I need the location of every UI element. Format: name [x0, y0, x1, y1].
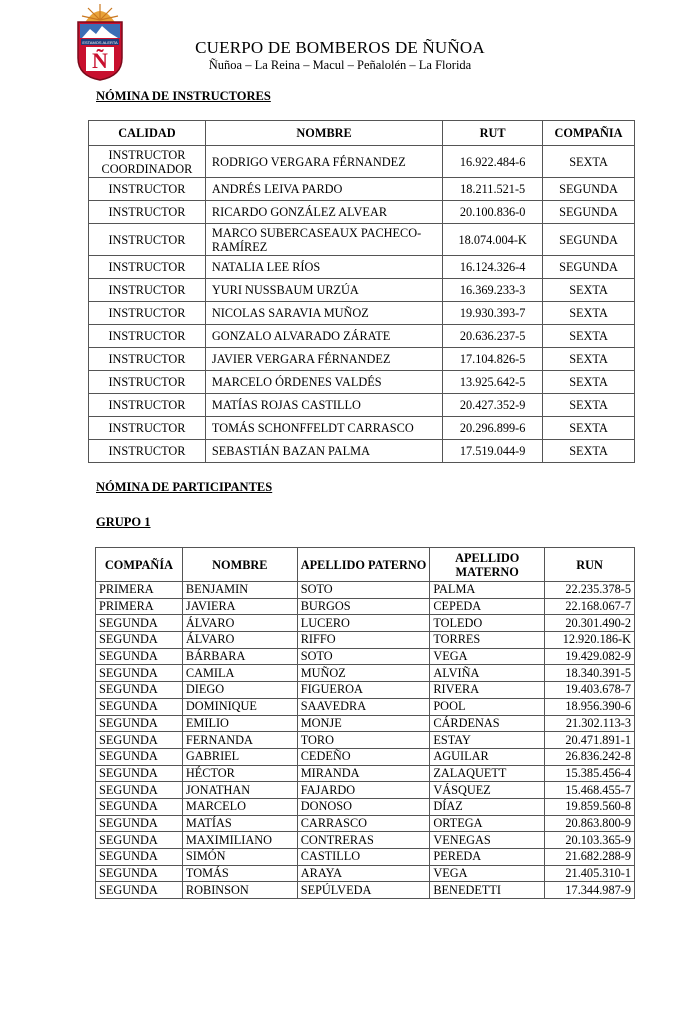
column-header-nombre: NOMBRE [205, 121, 442, 146]
table-row [96, 782, 635, 799]
cell-compania: SEGUNDA [543, 256, 635, 279]
column-header-rut: RUT [443, 121, 543, 146]
cell-compania: SEXTA [543, 440, 635, 463]
cell-apellido-materno: VEGA [430, 648, 545, 665]
table-row [89, 325, 635, 348]
cell-run: 12.920.186-K [545, 632, 635, 649]
cell-apellido-materno: ORTEGA [430, 815, 545, 832]
table-row [96, 682, 635, 699]
table-header-row [96, 548, 635, 582]
cell-apellido-paterno: SOTO [297, 582, 430, 599]
table-row [89, 279, 635, 302]
cell-apellido-materno: ALVIÑA [430, 665, 545, 682]
cell-compania: SEGUNDA [96, 815, 183, 832]
cell-nombre: BÁRBARA [182, 648, 297, 665]
cell-compania: SEGUNDA [96, 832, 183, 849]
cell-calidad: INSTRUCTOR [89, 201, 206, 224]
column-header-compania: COMPAÑÍA [96, 548, 183, 582]
table-row [96, 665, 635, 682]
cell-nombre: BENJAMIN [182, 582, 297, 599]
cell-run: 20.863.800-9 [545, 815, 635, 832]
cell-nombre: JONATHAN [182, 782, 297, 799]
cell-calidad: INSTRUCTOR COORDINADOR [89, 146, 206, 178]
table-row [96, 732, 635, 749]
participants-table-body [96, 582, 635, 899]
cell-apellido-materno: VENEGAS [430, 832, 545, 849]
cell-nombre: NICOLAS SARAVIA MUÑOZ [205, 302, 442, 325]
cell-compania: SEXTA [543, 302, 635, 325]
cell-nombre: RODRIGO VERGARA FÉRNANDEZ [205, 146, 442, 178]
table-row [89, 146, 635, 178]
cell-calidad: INSTRUCTOR [89, 417, 206, 440]
cell-nombre: GONZALO ALVARADO ZÁRATE [205, 325, 442, 348]
column-header-calidad: CALIDAD [89, 121, 206, 146]
table-row [89, 371, 635, 394]
cell-apellido-paterno: BURGOS [297, 598, 430, 615]
cell-compania: SEGUNDA [96, 665, 183, 682]
cell-nombre: MATÍAS ROJAS CASTILLO [205, 394, 442, 417]
table-header-row [89, 121, 635, 146]
table-row [89, 224, 635, 256]
cell-compania: SEXTA [543, 394, 635, 417]
cell-compania: SEGUNDA [543, 178, 635, 201]
cell-nombre: ANDRÉS LEIVA PARDO [205, 178, 442, 201]
table-row [96, 582, 635, 599]
cell-calidad: INSTRUCTOR [89, 371, 206, 394]
cell-nombre: ROBINSON [182, 882, 297, 899]
cell-run: 19.429.082-9 [545, 648, 635, 665]
cell-run: 17.344.987-9 [545, 882, 635, 899]
table-row [89, 417, 635, 440]
cell-apellido-paterno: RIFFO [297, 632, 430, 649]
table-row [96, 798, 635, 815]
cell-rut: 16.922.484-6 [443, 146, 543, 178]
cell-apellido-paterno: MUÑOZ [297, 665, 430, 682]
cell-apellido-paterno: SOTO [297, 648, 430, 665]
cell-apellido-materno: RIVERA [430, 682, 545, 699]
cell-run: 26.836.242-8 [545, 748, 635, 765]
column-header-nombre: NOMBRE [182, 548, 297, 582]
cell-compania: SEGUNDA [96, 632, 183, 649]
cell-apellido-paterno: FAJARDO [297, 782, 430, 799]
cell-nombre: RICARDO GONZÁLEZ ALVEAR [205, 201, 442, 224]
cell-rut: 20.636.237-5 [443, 325, 543, 348]
cell-nombre: MARCO SUBERCASEAUX PACHECO-RAMÍREZ [205, 224, 442, 256]
cell-nombre: EMILIO [182, 715, 297, 732]
cell-apellido-materno: POOL [430, 698, 545, 715]
table-row [89, 201, 635, 224]
instructors-table-body [89, 146, 635, 463]
table-row [89, 256, 635, 279]
cell-run: 21.302.113-3 [545, 715, 635, 732]
cell-compania: SEGUNDA [96, 615, 183, 632]
cell-nombre: MARCELO [182, 798, 297, 815]
cell-compania: SEXTA [543, 325, 635, 348]
instructors-heading: NÓMINA DE INSTRUCTORES [96, 89, 271, 103]
cell-apellido-paterno: LUCERO [297, 615, 430, 632]
cell-run: 18.340.391-5 [545, 665, 635, 682]
participants-table [95, 547, 635, 899]
cell-compania: SEXTA [543, 371, 635, 394]
cell-rut: 20.100.836-0 [443, 201, 543, 224]
cell-run: 20.471.891-1 [545, 732, 635, 749]
cell-nombre: GABRIEL [182, 748, 297, 765]
cell-apellido-materno: ESTAY [430, 732, 545, 749]
cell-apellido-paterno: CONTRERAS [297, 832, 430, 849]
cell-run: 15.385.456-4 [545, 765, 635, 782]
cell-compania: SEGUNDA [96, 748, 183, 765]
cell-rut: 17.104.826-5 [443, 348, 543, 371]
cell-rut: 16.369.233-3 [443, 279, 543, 302]
cell-rut: 20.296.899-6 [443, 417, 543, 440]
cell-calidad: INSTRUCTOR [89, 394, 206, 417]
cell-apellido-materno: VÁSQUEZ [430, 782, 545, 799]
cell-calidad: INSTRUCTOR [89, 302, 206, 325]
cell-calidad: INSTRUCTOR [89, 256, 206, 279]
cell-compania: SEGUNDA [96, 648, 183, 665]
table-row [89, 440, 635, 463]
table-row [96, 865, 635, 882]
cell-compania: SEXTA [543, 348, 635, 371]
table-row [96, 615, 635, 632]
cell-rut: 17.519.044-9 [443, 440, 543, 463]
cell-apellido-paterno: CEDEÑO [297, 748, 430, 765]
cell-compania: SEGUNDA [96, 849, 183, 866]
cell-nombre: YURI NUSSBAUM URZÚA [205, 279, 442, 302]
cell-calidad: INSTRUCTOR [89, 325, 206, 348]
cell-compania: SEGUNDA [96, 715, 183, 732]
cell-nombre: ÁLVARO [182, 632, 297, 649]
table-row [96, 748, 635, 765]
crest-letter: Ñ [92, 48, 108, 73]
cell-compania: SEXTA [543, 417, 635, 440]
cell-calidad: INSTRUCTOR [89, 440, 206, 463]
cell-apellido-paterno: MIRANDA [297, 765, 430, 782]
cell-apellido-paterno: DONOSO [297, 798, 430, 815]
cell-calidad: INSTRUCTOR [89, 279, 206, 302]
cell-apellido-paterno: TORO [297, 732, 430, 749]
crest-sun-icon [82, 4, 118, 24]
cell-compania: SEGUNDA [96, 798, 183, 815]
cell-compania: SEGUNDA [96, 865, 183, 882]
cell-compania: SEGUNDA [96, 765, 183, 782]
crest-motto-text: ESTAMOS ALERTA [82, 39, 118, 45]
column-header-apellido-materno: APELLIDO MATERNO [430, 548, 545, 582]
cell-apellido-materno: DÍAZ [430, 798, 545, 815]
cell-apellido-paterno: SEPÚLVEDA [297, 882, 430, 899]
cell-rut: 13.925.642-5 [443, 371, 543, 394]
cell-compania: SEGUNDA [96, 698, 183, 715]
cell-calidad: INSTRUCTOR [89, 348, 206, 371]
cell-run: 22.168.067-7 [545, 598, 635, 615]
table-row [96, 882, 635, 899]
cell-nombre: MATÍAS [182, 815, 297, 832]
table-row [89, 348, 635, 371]
cell-run: 18.956.390-6 [545, 698, 635, 715]
cell-nombre: TOMÁS [182, 865, 297, 882]
column-header-run: RUN [545, 548, 635, 582]
cell-apellido-paterno: ARAYA [297, 865, 430, 882]
cell-apellido-materno: CÁRDENAS [430, 715, 545, 732]
column-header-compania: COMPAÑIA [543, 121, 635, 146]
cell-apellido-paterno: SAAVEDRA [297, 698, 430, 715]
cell-apellido-materno: CEPEDA [430, 598, 545, 615]
cell-rut: 18.211.521-5 [443, 178, 543, 201]
document-title: CUERPO DE BOMBEROS DE ÑUÑOA [195, 38, 485, 57]
cell-apellido-materno: ZALAQUETT [430, 765, 545, 782]
cell-run: 22.235.378-5 [545, 582, 635, 599]
instructors-table [88, 120, 635, 463]
cell-apellido-materno: PALMA [430, 582, 545, 599]
document-subtitle: Ñuñoa – La Reina – Macul – Peñalolén – La Florida [208, 58, 472, 72]
table-row [96, 598, 635, 615]
cell-run: 19.859.560-8 [545, 798, 635, 815]
cell-compania: SEXTA [543, 146, 635, 178]
cell-run: 21.405.310-1 [545, 865, 635, 882]
cell-nombre: DOMINIQUE [182, 698, 297, 715]
column-header-apellido-paterno: APELLIDO PATERNO [297, 548, 430, 582]
cell-compania: SEGUNDA [96, 682, 183, 699]
cell-nombre: MARCELO ÓRDENES VALDÉS [205, 371, 442, 394]
cell-nombre: DIEGO [182, 682, 297, 699]
table-row [96, 765, 635, 782]
cell-compania: SEXTA [543, 279, 635, 302]
cell-nombre: CAMILA [182, 665, 297, 682]
cell-nombre: MAXIMILIANO [182, 832, 297, 849]
cell-apellido-paterno: CARRASCO [297, 815, 430, 832]
cell-apellido-materno: TOLEDO [430, 615, 545, 632]
cell-run: 20.103.365-9 [545, 832, 635, 849]
cell-nombre: NATALIA LEE RÍOS [205, 256, 442, 279]
cell-apellido-materno: AGUILAR [430, 748, 545, 765]
cell-apellido-paterno: MONJE [297, 715, 430, 732]
table-row [96, 698, 635, 715]
cell-calidad: INSTRUCTOR [89, 178, 206, 201]
cell-apellido-materno: BENEDETTI [430, 882, 545, 899]
cell-apellido-materno: VEGA [430, 865, 545, 882]
cell-run: 19.403.678-7 [545, 682, 635, 699]
cell-compania: PRIMERA [96, 582, 183, 599]
table-row [89, 394, 635, 417]
cell-nombre: SEBASTIÁN BAZAN PALMA [205, 440, 442, 463]
cell-nombre: HÉCTOR [182, 765, 297, 782]
table-row [96, 849, 635, 866]
table-row [89, 178, 635, 201]
cell-nombre: SIMÓN [182, 849, 297, 866]
cell-rut: 19.930.393-7 [443, 302, 543, 325]
cell-nombre: JAVIER VERGARA FÉRNANDEZ [205, 348, 442, 371]
cell-apellido-materno: TORRES [430, 632, 545, 649]
cell-rut: 20.427.352-9 [443, 394, 543, 417]
participants-heading: NÓMINA DE PARTICIPANTES [96, 480, 273, 494]
cell-compania: SEGUNDA [543, 224, 635, 256]
cell-compania: SEGUNDA [96, 732, 183, 749]
table-row [96, 632, 635, 649]
fire-department-crest-logo [74, 2, 126, 82]
cell-rut: 16.124.326-4 [443, 256, 543, 279]
cell-nombre: JAVIERA [182, 598, 297, 615]
cell-calidad: INSTRUCTOR [89, 224, 206, 256]
group-heading: GRUPO 1 [96, 515, 151, 529]
cell-apellido-paterno: CASTILLO [297, 849, 430, 866]
cell-compania: SEGUNDA [543, 201, 635, 224]
cell-nombre: FERNANDA [182, 732, 297, 749]
cell-run: 15.468.455-7 [545, 782, 635, 799]
cell-nombre: TOMÁS SCHONFFELDT CARRASCO [205, 417, 442, 440]
cell-nombre: ÁLVARO [182, 615, 297, 632]
cell-apellido-materno: PEREDA [430, 849, 545, 866]
cell-compania: PRIMERA [96, 598, 183, 615]
table-row [89, 302, 635, 325]
cell-apellido-paterno: FIGUEROA [297, 682, 430, 699]
cell-rut: 18.074.004-K [443, 224, 543, 256]
table-row [96, 715, 635, 732]
table-row [96, 648, 635, 665]
table-row [96, 832, 635, 849]
cell-run: 20.301.490-2 [545, 615, 635, 632]
cell-compania: SEGUNDA [96, 882, 183, 899]
cell-run: 21.682.288-9 [545, 849, 635, 866]
cell-compania: SEGUNDA [96, 782, 183, 799]
table-row [96, 815, 635, 832]
